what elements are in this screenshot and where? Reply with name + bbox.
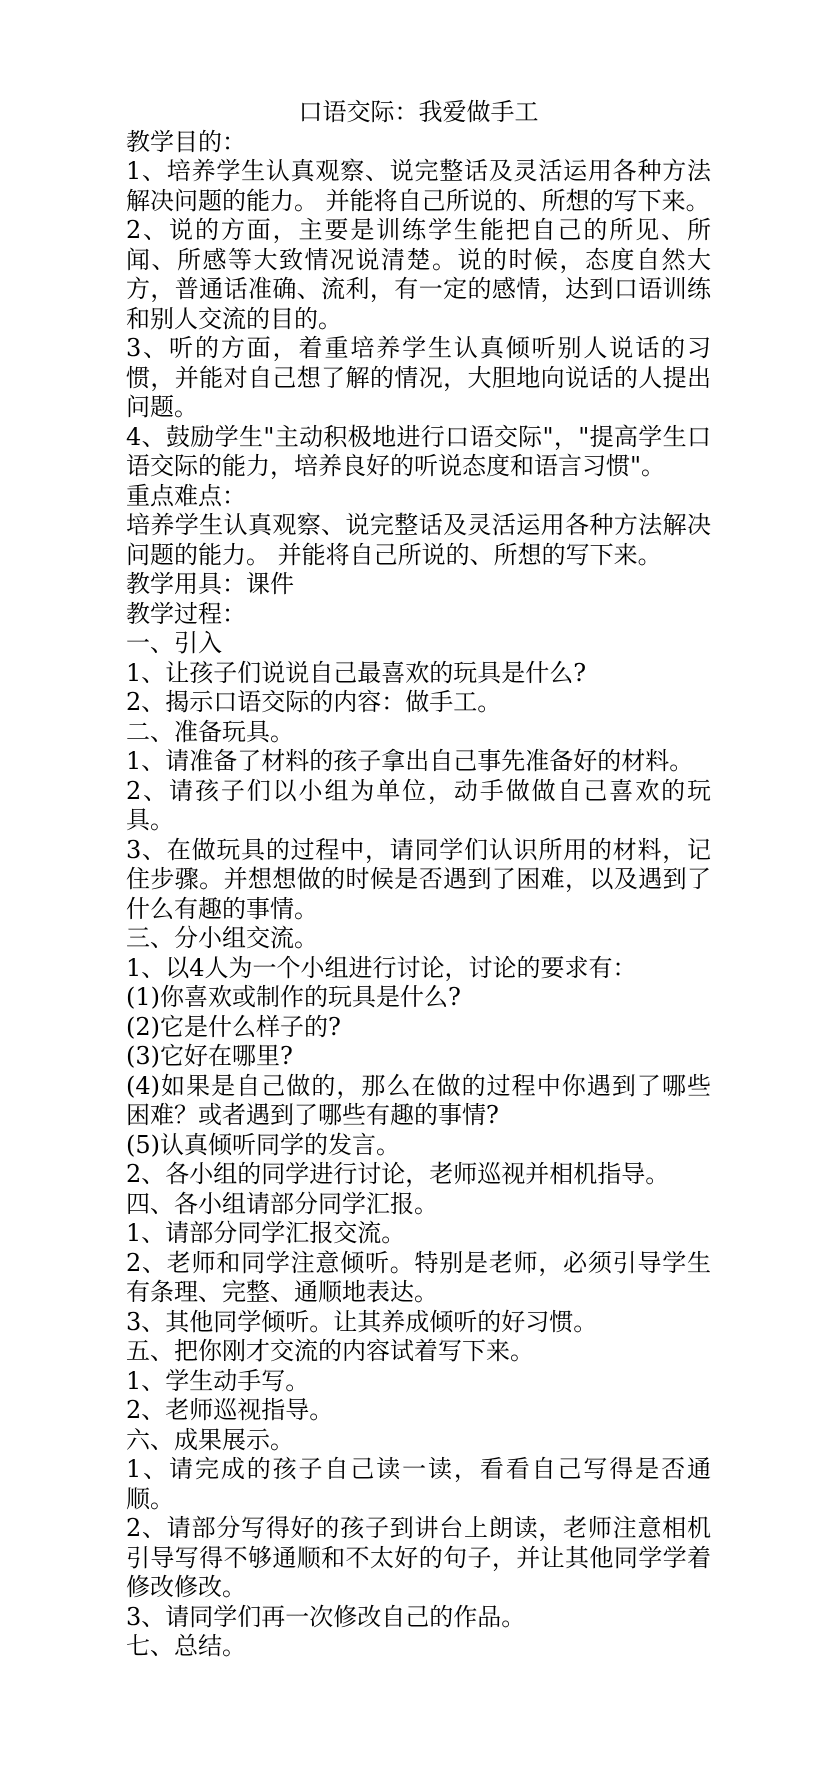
paragraph-discussion-q2: (2)它是什么样子的? <box>126 1012 341 1041</box>
paragraph-goal-4: 4、鼓励学生"主动积极地进行口语交际"，"提高学生口语交际的能力，培养良好的听说态度和语言习惯"。 <box>126 422 711 480</box>
paragraph-discussion-q3: (3)它好在哪里? <box>126 1042 293 1070</box>
paragraph-goal-2: 2、说的方面，主要是训练学生能把自己的所见、所闻、所感等大致情况说清楚。说的时候，态度自然大方，普通话准确、流利，有一定的感情，达到口语训练和别人交流的目的。 <box>126 216 711 333</box>
paragraph-discussion-2: 2、各小组的同学进行讨论，老师巡视并相机指导。 <box>126 1160 670 1188</box>
section-heading-showcase: 六、成果展示。 <box>126 1425 294 1454</box>
paragraph-discussion-q1: (1)你喜欢或制作的玩具是什么? <box>126 983 461 1011</box>
paragraph-discussion-1: 1、以4人为一个小组进行讨论，讨论的要求有： <box>126 953 637 982</box>
paragraph-showcase-2: 2、请部分写得好的孩子到讲台上朗读，老师注意相机引导写得不够通顺和不太好的句子，并让其他同学学着修改修改。 <box>126 1514 711 1601</box>
document-title: 口语交际：我爱做手工 <box>298 98 539 126</box>
document-body <box>126 98 711 1662</box>
paragraph-key-points-heading: 重点难点： <box>126 481 246 510</box>
paragraph-write-1: 1、学生动手写。 <box>126 1366 310 1395</box>
paragraph-report-1: 1、请部分同学汇报交流。 <box>126 1219 406 1247</box>
paragraph-teaching-goals-heading: 教学目的： <box>126 127 246 156</box>
section-heading-prepare: 二、准备玩具。 <box>126 717 294 746</box>
paragraph-write-2: 2、老师巡视指导。 <box>126 1396 334 1424</box>
paragraph-discussion-q4: (4)如果是自己做的，那么在做的过程中你遇到了哪些困难？或者遇到了哪些有趣的事情? <box>126 1071 711 1129</box>
section-heading-report: 四、各小组请部分同学汇报。 <box>126 1189 438 1218</box>
paragraph-teaching-tools: 教学用具：课件 <box>126 570 294 598</box>
paragraph-prepare-3: 3、在做玩具的过程中，请同学们认识所用的材料，记住步骤。并想想做的时候是否遇到了困难，以及遇到了什么有趣的事情。 <box>126 835 711 923</box>
paragraph-prepare-1: 1、请准备了材料的孩子拿出自己事先准备好的材料。 <box>126 747 694 775</box>
section-heading-summary: 七、总结。 <box>126 1632 246 1660</box>
paragraph-intro-1: 1、让孩子们说说自己最喜欢的玩具是什么? <box>126 658 587 687</box>
paragraph-report-2: 2、老师和同学注意倾听。特别是老师，必须引导学生有条理、完整、通顺地表达。 <box>126 1248 711 1306</box>
paragraph-discussion-q5: (5)认真倾听同学的发言。 <box>126 1130 400 1159</box>
paragraph-showcase-1: 1、请完成的孩子自己读一读，看看自己写得是否通顺。 <box>126 1455 711 1513</box>
paragraph-key-points: 培养学生认真观察、说完整话及灵活运用各种方法解决问题的能力。 并能将自己所说的、所想的写下来。 <box>126 511 711 569</box>
section-heading-intro: 一、引入 <box>126 629 222 657</box>
paragraph-goal-3: 3、听的方面，着重培养学生认真倾听别人说话的习惯，并能对自己想了解的情况，大胆地向说话的人提出问题。 <box>126 334 711 421</box>
section-heading-group-discussion: 三、分小组交流。 <box>126 924 318 952</box>
paragraph-prepare-2: 2、请孩子们以小组为单位，动手做做自己喜欢的玩具。 <box>126 776 711 834</box>
paragraph-process-heading: 教学过程： <box>126 599 246 628</box>
section-heading-write: 五、把你刚才交流的内容试着写下来。 <box>126 1337 534 1365</box>
paragraph-intro-2: 2、揭示口语交际的内容：做手工。 <box>126 688 502 716</box>
paragraph-showcase-3: 3、请同学们再一次修改自己的作品。 <box>126 1602 526 1631</box>
paragraph-goal-1: 1、培养学生认真观察、说完整话及灵活运用各种方法解决问题的能力。 并能将自己所说的、所想的写下来。 <box>126 157 711 215</box>
paragraph-report-3: 3、其他同学倾听。让其养成倾听的好习惯。 <box>126 1307 598 1336</box>
